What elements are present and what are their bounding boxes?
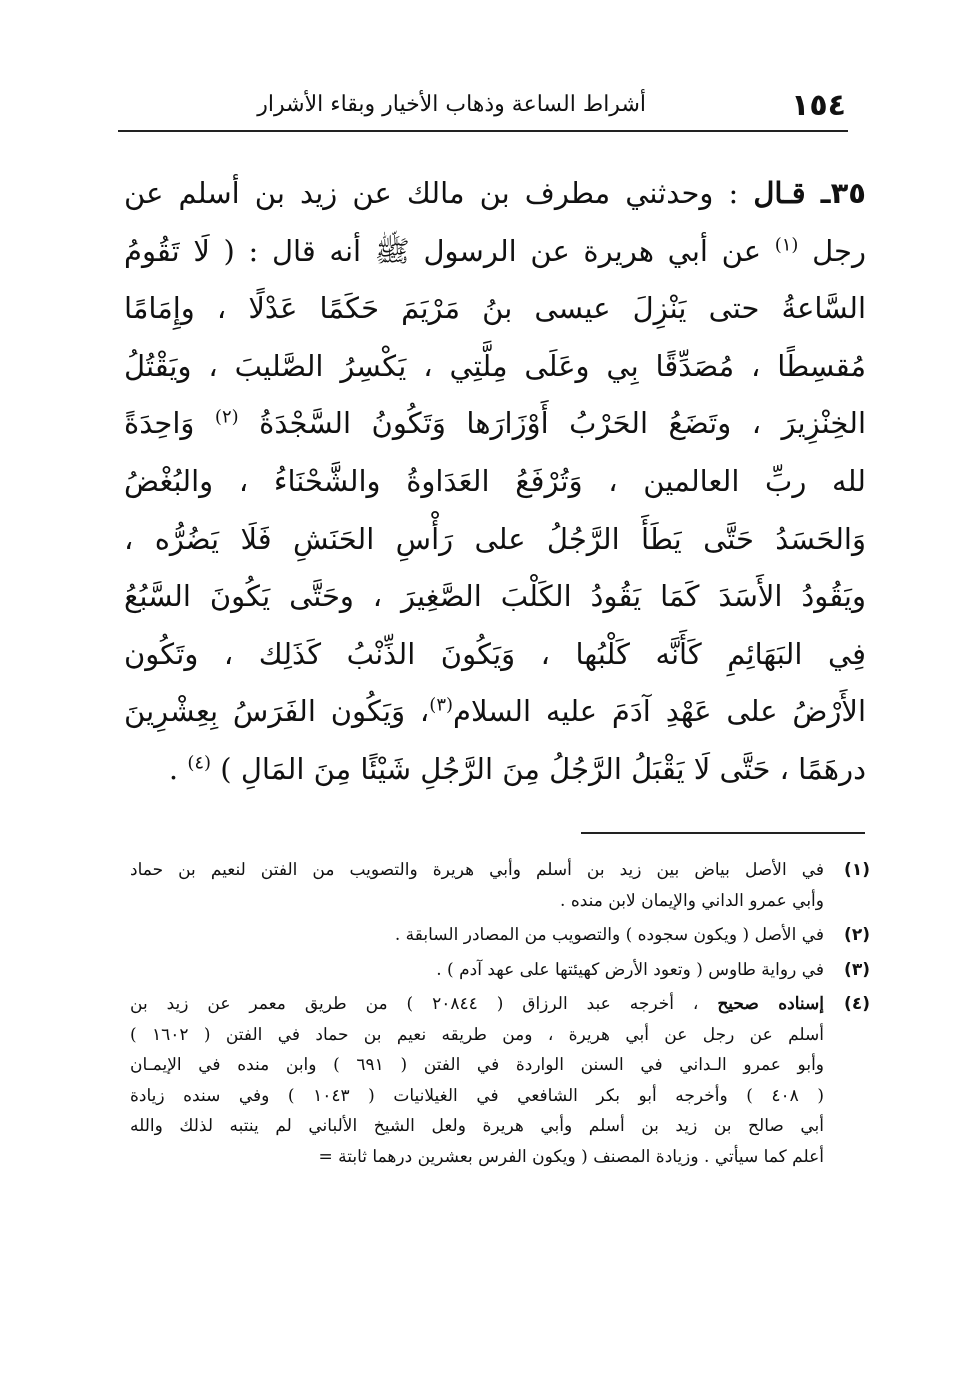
footnote-marker: (٤) xyxy=(187,752,212,774)
footnote-number: (٤) xyxy=(844,994,870,1014)
footnote-body: في الأصل بياض بين زيد بن أسلم وأبي هريرة والتصويب من الفتن لنعيم بن حماد وأبي عمرو الداني والإيمان لابن منده . xyxy=(130,860,824,911)
page-header xyxy=(118,84,846,134)
footnote-body: في رواية طاوس ( وتعود الأرض كهيئتها على عهد آدم ) . xyxy=(436,959,824,980)
hadith-qala: قـال xyxy=(753,176,806,210)
hadith-line: فِي البَهَائِمِ كَأَنَّه كَلْبُها ، وَيَكُونَ الذِّنْبُ كَذَلِك ، وتَكُون xyxy=(124,636,866,671)
footnote xyxy=(130,955,870,986)
footnote-marker: (١) xyxy=(774,233,799,255)
hadith-line: مُقسِطًا ، مُصَدِّقًا بِي وعَلَى مِلَّتِي ، يَكْسِرُ الصَّليبَ ، ويَقْتُلُ xyxy=(124,348,866,383)
footnote-number: (٣) xyxy=(844,959,870,980)
footnote-marker: (٢) xyxy=(214,406,239,428)
running-title: أشراط الساعة وذهاب الأخيار وبقاء الأشرار xyxy=(257,92,646,117)
hadith-line: وَالحَسَدُ حَتَّى يَطَأَ الرَّجُلُ على رَأْسِ الحَنَشِ فَلَا يَضُرُّه ، xyxy=(124,521,866,556)
hadith-line: ٣٥ـ قـال : وحدثني مطرف بن مالك عن زيد بن أسلم عن xyxy=(124,176,866,210)
footnote xyxy=(130,920,870,951)
hadith-line: الخِنْزِيرَ ، وتَضَعُ الحَرْبُ أَوْزَارَها وَتَكُونُ السَّجْدَةُ $^{(٢)}$ وَاحِدَةً xyxy=(124,406,866,441)
hadith-number: ٣٥ـ xyxy=(820,176,866,210)
hadith-line: الأَرْضُ على عَهْدِ آدَمَ عليه السلام$^{(٣)}$، وَيَكُون الفَرَسُ بِعِشْرِينَ xyxy=(124,694,866,729)
hadith-line: السَّاعةُ حتى يَنْزِلَ عيسى بنُ مَرْيَمَ حَكَمًا عَدْلًا ، وإِمَامًا xyxy=(124,291,866,326)
footnote xyxy=(130,855,870,916)
footnotes-section xyxy=(130,855,870,1176)
footnote-number: (٢) xyxy=(844,925,870,945)
footnote-body: إسناده صحيح ، أخرجه عبد الرزاق ( ٢٠٨٤٤ ) من طريق معمر عن زيد بن أسلم عن رجل عن أبي هريرة ، ومن طريقه نعيم بن حماد في الفتن ( ١٦٠٢ ) وأبو عمرو الـداني في السنن الواردة في الفتن ( ٦٩١ ) وابن منده في الإيمـان ( ٤٠٨ ) وأخرجه أبو بكر الشافعي في الغيلانيات ( ١٠٤٣ ) وفي سنده زيادة أبي صالح بن زيد بن أسلم وأبي هريرة ولعل الشيخ الألباني لم ينتبه لذلك والله أعلم كما سيأتي . وزيادة المصنف ( ويكون الفرس بعشرين درهما ثابتة = xyxy=(130,994,825,1167)
header-divider xyxy=(118,130,848,132)
footnote-number: (١) xyxy=(844,860,870,880)
hadith-line: درهَمًا ، حَتَّى لَا يَقْبَلُ الرَّجُلُ مِنَ الرَّجُلِ شَيْئًا مِنَ المَالِ ) $^{(٤)}$ . xyxy=(168,751,866,786)
hadith-line: ويَقُودُ الأَسَدَ كَمَا يَقُودُ الكَلْبَ الصَّغِيرَ ، وحَتَّى يَكُونَ السَّبُعُ xyxy=(124,579,866,614)
page-number: ١٥٤ xyxy=(791,88,846,123)
footnote-divider xyxy=(581,832,865,834)
footnote-marker: (٣) xyxy=(429,694,454,716)
footnote-body: في الأصل ( ويكون سجوده ) والتصويب من المصادر السابقة . xyxy=(394,925,824,945)
footnote xyxy=(130,989,870,1172)
footnote-lead-bold: إسناده صحيح xyxy=(717,994,825,1014)
hadith-line: رجل $^{(١)}$ عن أبي هريرة عن الرسول ﷺ أنه قال : ( لَا تَقُومُ xyxy=(124,233,866,268)
hadith-text xyxy=(124,165,866,799)
hadith-line: لله ربِّ العالمين ، وَتُرْفَعُ العَدَاوةُ والشَّحْنَاءُ ، والبُغْضُ xyxy=(124,463,866,498)
